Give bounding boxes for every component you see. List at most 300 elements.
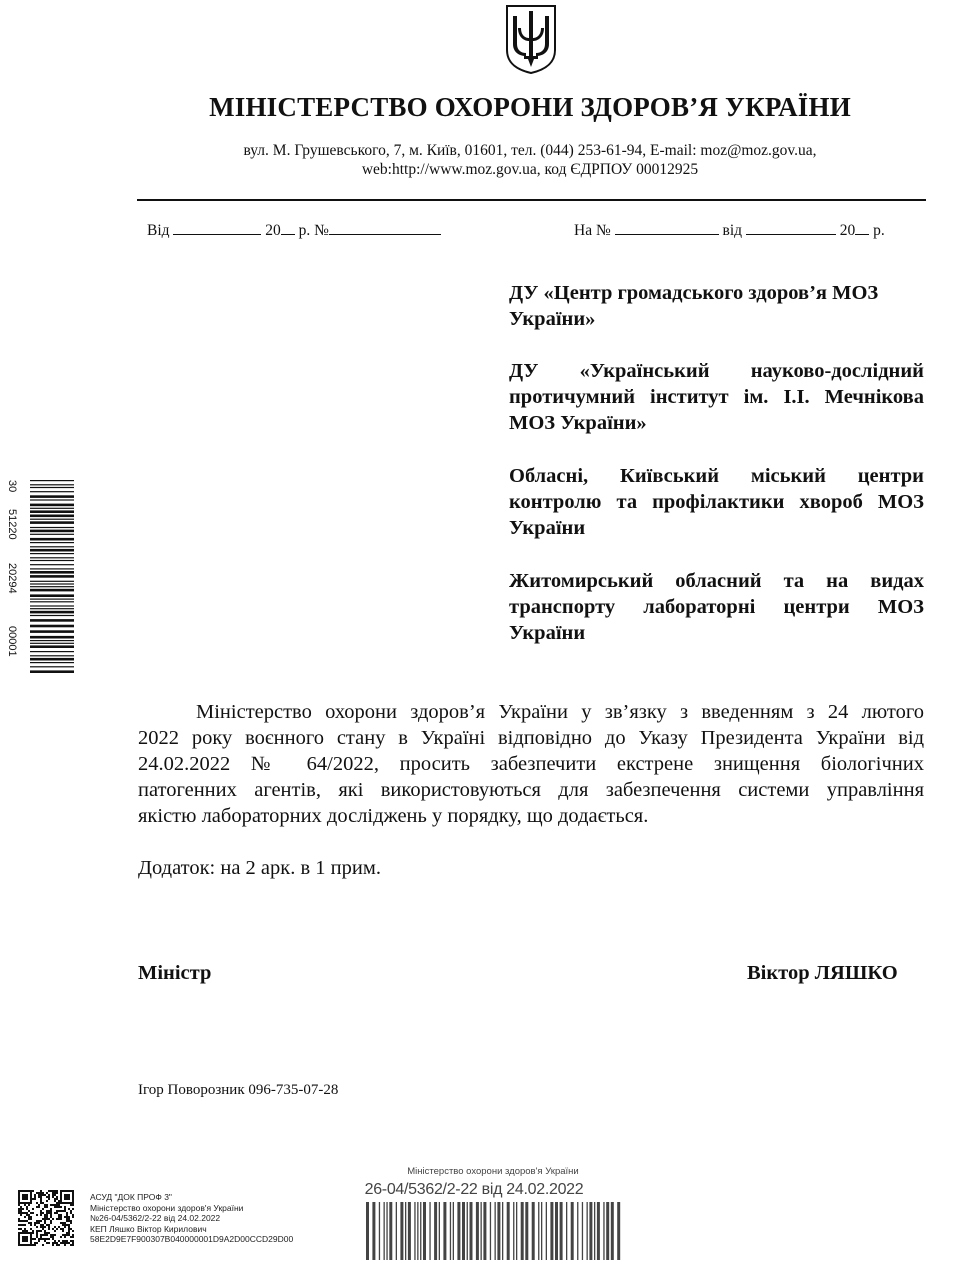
- barcode-bar: [467, 1202, 468, 1260]
- qr-cell: [44, 1216, 46, 1218]
- svg-text:00001: [6, 626, 18, 657]
- qr-cell: [30, 1224, 32, 1226]
- qr-cell: [70, 1244, 72, 1246]
- qr-cell: [40, 1210, 42, 1212]
- qr-cell: [44, 1220, 46, 1222]
- qr-cell: [24, 1198, 26, 1200]
- qr-cell: [40, 1224, 42, 1226]
- qr-cell: [42, 1208, 44, 1210]
- qr-cell: [52, 1234, 54, 1236]
- qr-cell: [66, 1202, 68, 1204]
- qr-cell: [22, 1194, 24, 1196]
- qr-cell: [66, 1214, 68, 1216]
- barcode-bar: [30, 549, 74, 552]
- qr-cell: [48, 1194, 50, 1196]
- barcode-bar: [30, 530, 74, 533]
- qr-cell: [26, 1206, 28, 1208]
- qr-cell: [70, 1222, 72, 1224]
- qr-cell: [20, 1202, 22, 1204]
- qr-cell: [54, 1206, 56, 1208]
- qr-cell: [62, 1230, 64, 1232]
- qr-cell: [24, 1236, 26, 1238]
- qr-cell: [26, 1244, 28, 1246]
- qr-cell: [38, 1204, 40, 1206]
- qr-cell: [42, 1218, 44, 1220]
- qr-cell: [50, 1204, 52, 1206]
- barcode-bar: [495, 1202, 496, 1260]
- qr-cell: [52, 1194, 54, 1196]
- qr-cell: [72, 1230, 74, 1232]
- qr-cell: [44, 1214, 46, 1216]
- qr-cell: [62, 1210, 64, 1212]
- barcode-bar: [525, 1202, 528, 1260]
- qr-cell: [50, 1222, 52, 1224]
- qr-cell: [68, 1242, 70, 1244]
- qr-cell: [64, 1194, 66, 1196]
- qr-cell: [68, 1230, 70, 1232]
- qr-cell: [64, 1236, 66, 1238]
- qr-cell: [62, 1228, 64, 1230]
- qr-cell: [36, 1220, 38, 1222]
- qr-cell: [22, 1212, 24, 1214]
- qr-cell: [32, 1208, 34, 1210]
- barcode-bar: [429, 1202, 430, 1260]
- qr-cell: [60, 1190, 62, 1192]
- qr-cell: [72, 1236, 74, 1238]
- barcode-bar: [30, 611, 74, 614]
- qr-cell: [18, 1198, 20, 1200]
- barcode-bar: [30, 594, 74, 597]
- qr-cell: [36, 1214, 38, 1216]
- barcode-bar: [481, 1202, 482, 1260]
- registration-org: Міністерство охорони здоров'я України: [407, 1166, 579, 1177]
- qr-cell: [48, 1228, 50, 1230]
- barcode-bar: [462, 1202, 465, 1260]
- qr-cell: [34, 1196, 36, 1198]
- qr-cell: [30, 1200, 32, 1202]
- qr-cell: [18, 1244, 20, 1246]
- svg-text:30: [6, 480, 18, 492]
- qr-cell: [18, 1190, 20, 1192]
- qr-cell: [40, 1220, 42, 1222]
- qr-cell: [36, 1192, 38, 1194]
- qr-cell: [52, 1192, 54, 1194]
- from-label: Від: [147, 222, 170, 239]
- barcode-bar: [30, 484, 74, 485]
- qr-cell: [66, 1224, 68, 1226]
- qr-cell: [70, 1228, 72, 1230]
- qr-cell: [50, 1236, 52, 1238]
- qr-cell: [38, 1222, 40, 1224]
- qr-cell: [46, 1242, 48, 1244]
- qr-cell: [72, 1192, 74, 1194]
- qr-cell: [18, 1240, 20, 1242]
- barcode-bar: [30, 651, 74, 652]
- qr-cell: [36, 1232, 38, 1234]
- qr-cell: [54, 1204, 56, 1206]
- svg-text:20294: [6, 563, 18, 594]
- qr-cell: [56, 1190, 58, 1192]
- barcode-bar: [589, 1202, 592, 1260]
- qr-cell: [46, 1192, 48, 1194]
- barcode-bar: [30, 560, 74, 561]
- barcode-bar: [30, 534, 74, 535]
- qr-cell: [62, 1224, 64, 1226]
- qr-cell: [48, 1198, 50, 1200]
- barcode-bar: [420, 1202, 421, 1260]
- qr-cell: [70, 1190, 72, 1192]
- qr-cell: [62, 1190, 64, 1192]
- qr-cell: [18, 1210, 20, 1212]
- qr-cell: [68, 1224, 70, 1226]
- qr-cell: [34, 1242, 36, 1244]
- qr-cell: [22, 1232, 24, 1234]
- qr-cell: [34, 1194, 36, 1196]
- qr-cell: [48, 1210, 50, 1212]
- qr-cell: [42, 1202, 44, 1204]
- qr-cell: [46, 1234, 48, 1236]
- qr-cell: [66, 1218, 68, 1220]
- qr-cell: [60, 1192, 62, 1194]
- qr-cell: [72, 1204, 74, 1206]
- qr-cell: [38, 1240, 40, 1242]
- qr-cell: [22, 1202, 24, 1204]
- qr-cell: [58, 1214, 60, 1216]
- barcode-bar: [30, 495, 74, 498]
- qr-cell: [30, 1244, 32, 1246]
- barcode-bar: [30, 586, 74, 587]
- qr-cell: [36, 1226, 38, 1228]
- side-barcode-icon: [28, 478, 76, 678]
- qr-cell: [60, 1210, 62, 1212]
- qr-cell: [22, 1240, 24, 1242]
- qr-cell: [30, 1192, 32, 1194]
- qr-cell: [60, 1236, 62, 1238]
- qr-cell: [52, 1218, 54, 1220]
- qr-cell: [60, 1242, 62, 1244]
- qr-cell: [26, 1220, 28, 1222]
- body-line: Міністерство охорони здоров’я України у зв’язку з введенням з 24 лютого: [196, 701, 924, 723]
- qr-cell: [40, 1190, 42, 1192]
- barcode-bar: [502, 1202, 503, 1260]
- barcode-bar: [30, 571, 74, 574]
- qr-cell: [40, 1198, 42, 1200]
- qr-cell: [28, 1190, 30, 1192]
- meta-line: Міністерство охорони здоров'я України: [90, 1202, 244, 1213]
- qr-cell: [32, 1212, 34, 1214]
- attachment-note: Додаток: на 2 арк. в 1 прим.: [138, 857, 381, 879]
- qr-cell: [64, 1202, 66, 1204]
- qr-cell: [48, 1196, 50, 1198]
- addressee-line: України»: [509, 308, 596, 330]
- qr-cell: [30, 1242, 32, 1244]
- qr-cell: [46, 1218, 48, 1220]
- side-barcode-digits: [5, 476, 33, 680]
- number-blank: [329, 220, 441, 235]
- barcode-bar: [30, 568, 74, 569]
- barcode-bar: [546, 1202, 547, 1260]
- qr-cell: [50, 1208, 52, 1210]
- qr-cell: [30, 1190, 32, 1192]
- barcode-bar: [507, 1202, 510, 1260]
- qr-cell: [52, 1196, 54, 1198]
- qr-cell: [30, 1234, 32, 1236]
- qr-cell: [68, 1190, 70, 1192]
- qr-cell: [30, 1196, 32, 1198]
- qr-cell: [56, 1210, 58, 1212]
- qr-cell: [40, 1226, 42, 1228]
- qr-cell: [70, 1210, 72, 1212]
- qr-cell: [70, 1220, 72, 1222]
- qr-cell: [44, 1240, 46, 1242]
- to-year-label: 20: [839, 222, 856, 239]
- qr-cell: [26, 1230, 28, 1232]
- qr-cell: [58, 1204, 60, 1206]
- qr-cell: [40, 1194, 42, 1196]
- address-line: вул. М. Грушевського, 7, м. Київ, 01601, тел. (044) 253-61-94, E-mail: moz@moz.gov.ua,: [243, 142, 817, 159]
- qr-cell: [56, 1198, 58, 1200]
- barcode-bar: [439, 1202, 440, 1260]
- qr-cell: [26, 1212, 28, 1214]
- qr-cell: [28, 1210, 30, 1212]
- qr-cell: [48, 1226, 50, 1228]
- qr-cell: [48, 1218, 50, 1220]
- qr-cell: [66, 1242, 68, 1244]
- qr-cell: [18, 1212, 20, 1214]
- qr-cell: [28, 1204, 30, 1206]
- qr-cell: [30, 1216, 32, 1218]
- barcode-bar: [30, 615, 74, 616]
- barcode-bar: [611, 1202, 614, 1260]
- qr-cell: [68, 1232, 70, 1234]
- barcode-bar: [521, 1202, 524, 1260]
- qr-cell: [18, 1204, 20, 1206]
- barcode-bar: [30, 504, 74, 507]
- to-number-blank: [615, 220, 719, 235]
- qr-cell: [58, 1210, 60, 1212]
- barcode-bar: [571, 1202, 574, 1260]
- barcode-bar: [30, 630, 74, 633]
- barcode-bar: [30, 519, 74, 520]
- qr-cell: [22, 1198, 24, 1200]
- barcode-bar: [30, 662, 74, 663]
- meta-line: АСУД "ДОК ПРОФ 3": [90, 1192, 172, 1202]
- barcode-bar: [30, 575, 74, 578]
- barcode-bar: [30, 499, 74, 500]
- qr-cell: [56, 1244, 58, 1246]
- barcode-bar: [497, 1202, 500, 1260]
- qr-cell: [42, 1226, 44, 1228]
- barcode-bar: [30, 605, 74, 606]
- qr-cell: [18, 1200, 20, 1202]
- qr-cell: [52, 1228, 54, 1230]
- qr-cell: [30, 1238, 32, 1240]
- qr-cell: [52, 1204, 54, 1206]
- qr-cell: [30, 1232, 32, 1234]
- qr-cell: [44, 1232, 46, 1234]
- qr-cell: [22, 1236, 24, 1238]
- barcode-bar: [372, 1202, 375, 1260]
- qr-code-icon: [18, 1190, 74, 1246]
- barcode-bar: [30, 553, 74, 554]
- barcode-bar: [560, 1202, 563, 1260]
- registration-number: 26-04/5362/2-22 від 24.02.2022: [364, 1181, 584, 1198]
- qr-cell: [44, 1234, 46, 1236]
- addressee-line: контролю та профілактики хвороб МОЗ: [509, 491, 924, 513]
- qr-cell: [26, 1236, 28, 1238]
- qr-cell: [42, 1194, 44, 1196]
- qr-cell: [32, 1190, 34, 1192]
- side-barcode-group: 00001: [6, 626, 18, 657]
- barcode-bar: [379, 1202, 380, 1260]
- qr-cell: [64, 1222, 66, 1224]
- qr-cell: [40, 1238, 42, 1240]
- qr-cell: [18, 1242, 20, 1244]
- qr-cell: [72, 1216, 74, 1218]
- barcode-bar: [30, 670, 74, 673]
- qr-cell: [40, 1230, 42, 1232]
- qr-cell: [32, 1230, 34, 1232]
- barcode-bar: [555, 1202, 558, 1260]
- trident-emblem-icon: [504, 4, 558, 74]
- qr-cell: [52, 1236, 54, 1238]
- qr-cell: [68, 1220, 70, 1222]
- qr-cell: [34, 1224, 36, 1226]
- barcode-bar: [470, 1202, 473, 1260]
- barcode-bar: [550, 1202, 553, 1260]
- svg-text:51220: [6, 509, 18, 540]
- barcode-bar: [30, 546, 74, 547]
- qr-cell: [24, 1230, 26, 1232]
- qr-cell: [72, 1200, 74, 1202]
- qr-cell: [68, 1218, 70, 1220]
- date-blank: [173, 220, 261, 235]
- qr-cell: [32, 1244, 34, 1246]
- qr-cell: [58, 1206, 60, 1208]
- barcode-bar: [389, 1202, 392, 1260]
- barcode-bar: [30, 625, 74, 628]
- addressee-line: протичумний інститут ім. І.І. Мечнікова: [509, 386, 924, 408]
- qr-cell: [38, 1192, 40, 1194]
- qr-cell: [18, 1220, 20, 1222]
- qr-cell: [50, 1214, 52, 1216]
- qr-cell: [22, 1230, 24, 1232]
- qr-cell: [40, 1212, 42, 1214]
- qr-cell: [66, 1194, 68, 1196]
- qr-cell: [22, 1224, 24, 1226]
- qr-cell: [44, 1222, 46, 1224]
- qr-cell: [52, 1238, 54, 1240]
- qr-cell: [60, 1218, 62, 1220]
- qr-cell: [26, 1208, 28, 1210]
- barcode-bar: [516, 1202, 517, 1260]
- qr-cell: [24, 1224, 26, 1226]
- barcode-bar: [30, 515, 74, 518]
- ministry-title: МІНІСТЕРСТВО ОХОРОНИ ЗДОРОВ’Я УКРАЇНИ: [209, 92, 851, 122]
- qr-cell: [64, 1190, 66, 1192]
- qr-cell: [18, 1192, 20, 1194]
- qr-cell: [44, 1194, 46, 1196]
- barcode-bar: [30, 640, 74, 641]
- qr-cell: [70, 1240, 72, 1242]
- qr-cell: [42, 1228, 44, 1230]
- qr-cell: [60, 1194, 62, 1196]
- qr-cell: [54, 1192, 56, 1194]
- qr-cell: [72, 1234, 74, 1236]
- barcode-bar: [434, 1202, 437, 1260]
- qr-cell: [46, 1206, 48, 1208]
- qr-cell: [30, 1198, 32, 1200]
- qr-cell: [26, 1238, 28, 1240]
- qr-cell: [72, 1242, 74, 1244]
- addressee-line: Житомирський обласний та на видах: [509, 570, 924, 592]
- qr-cell: [54, 1212, 56, 1214]
- meta-line: 58E2D9E7F900307B040000001D9A2D00CCD29D00: [90, 1234, 294, 1245]
- qr-cell: [56, 1202, 58, 1204]
- barcode-bar: [30, 581, 74, 582]
- barcode-bar: [30, 487, 74, 488]
- qr-cell: [66, 1234, 68, 1236]
- addressee-line: України: [509, 622, 586, 644]
- to-year-suffix: р.: [873, 222, 885, 239]
- qr-cell: [46, 1216, 48, 1218]
- barcode-bar: [400, 1202, 403, 1260]
- addressee-block: [509, 280, 924, 332]
- addressee-line: України: [509, 517, 586, 539]
- qr-cell: [64, 1234, 66, 1236]
- qr-cell: [42, 1192, 44, 1194]
- qr-cell: [30, 1212, 32, 1214]
- qr-cell: [24, 1212, 26, 1214]
- addressee-block: [509, 358, 924, 436]
- qr-cell: [28, 1202, 30, 1204]
- barcode-bar: [532, 1202, 535, 1260]
- qr-cell: [66, 1240, 68, 1242]
- qr-cell: [54, 1234, 56, 1236]
- barcode-bar: [408, 1202, 411, 1260]
- barcode-bar: [30, 480, 74, 481]
- qr-cell: [24, 1238, 26, 1240]
- barcode-bar: [513, 1202, 514, 1260]
- qr-cell: [22, 1190, 24, 1192]
- signer-title: Міністр: [138, 962, 212, 984]
- qr-cell: [24, 1190, 26, 1192]
- barcode-bar: [30, 599, 74, 600]
- qr-cell: [68, 1226, 70, 1228]
- addressee-line: ДУ «Центр громадського здоров’я МОЗ: [509, 282, 879, 304]
- barcode-bar: [414, 1202, 415, 1260]
- qr-cell: [64, 1226, 66, 1228]
- qr-cell: [38, 1194, 40, 1196]
- qr-cell: [42, 1234, 44, 1236]
- qr-cell: [36, 1230, 38, 1232]
- qr-cell: [40, 1214, 42, 1216]
- barcode-bar: [30, 510, 74, 513]
- letter-body: [138, 699, 924, 829]
- qr-cell: [22, 1220, 24, 1222]
- qr-cell: [50, 1190, 52, 1192]
- barcode-bar: [582, 1202, 583, 1260]
- qr-cell: [70, 1236, 72, 1238]
- barcode-bar: [30, 557, 74, 558]
- qr-cell: [20, 1210, 22, 1212]
- barcode-bar: [386, 1202, 387, 1260]
- qr-cell: [60, 1228, 62, 1230]
- qr-cell: [18, 1228, 20, 1230]
- qr-cell: [20, 1224, 22, 1226]
- qr-cell: [72, 1202, 74, 1204]
- year-blank: [281, 220, 295, 235]
